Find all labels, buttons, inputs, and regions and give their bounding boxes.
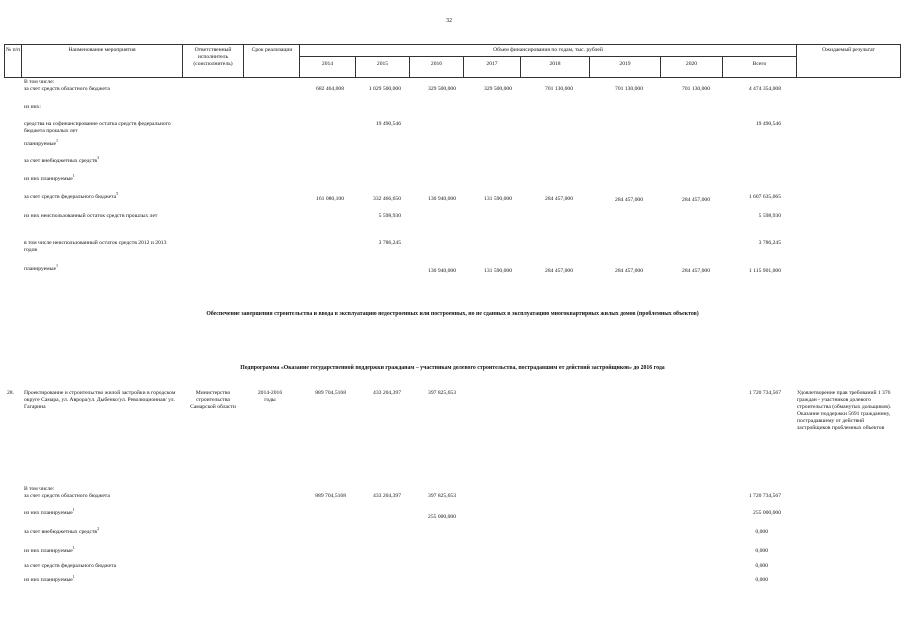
row-label: в том числе неиспользованный остаток средств 2012 и 2013 годов	[24, 240, 167, 253]
cell-value: 0,000	[755, 577, 768, 583]
cell-value: 255 000,000	[753, 510, 781, 516]
section-title: Обеспечение завершения строительства и ввода в эксплуатацию недостроенных или построенных, но не сданных в эксплуатацию многоквартирных жилых домов (проблемных объектов)	[206, 311, 699, 317]
cell-value: 332 466,650	[373, 196, 401, 202]
row-label	[24, 173, 75, 183]
col-header-year: 2015	[376, 61, 389, 67]
col-header-result: Ожидаемый результат	[822, 47, 875, 53]
cell-value: 0,000	[755, 548, 768, 554]
row-label	[24, 191, 119, 201]
row-label	[24, 574, 75, 584]
cell-value: 433 204,397	[373, 390, 401, 396]
row-label-text: за счет средств федерального бюджета	[24, 194, 117, 200]
cell-value: 397 825,653	[428, 390, 456, 396]
cell-value: 1 720 734,567	[748, 390, 781, 396]
row-label	[24, 545, 75, 555]
cell-value: 131 590,000	[484, 268, 512, 274]
row-label: за счет средств федерального бюджета	[24, 563, 117, 569]
footnote-marker: 1	[72, 173, 75, 179]
cell-value: 19 490,546	[755, 121, 781, 127]
row-label	[24, 507, 75, 517]
cell-value: 0,000	[755, 563, 768, 569]
cell-value: 161 080,100	[316, 196, 344, 202]
cell-value: 889 704,5168	[315, 493, 346, 499]
header-divider	[182, 44, 183, 78]
cell-value: 701 130,000	[615, 86, 643, 92]
expected-result: Удовлетворение прав требований 1 376 граждан - участников долевого строительства (обманутых дольщиков). Оказание поддержки 5691 гражданину, пострадавшему от действий застройщиков проблемных объектов	[797, 390, 892, 431]
row-label-text: из них планируемые	[24, 176, 73, 182]
cell-value: 1 029 500,000	[368, 86, 401, 92]
row-label	[24, 155, 100, 165]
cell-value: 284 457,000	[545, 196, 573, 202]
cell-value: 130 940,000	[428, 196, 456, 202]
cell-value: 0,000	[755, 529, 768, 535]
cell-value: 255 000,000	[428, 514, 456, 520]
row-label: из них:	[24, 104, 41, 110]
row-label: В том числе:	[24, 486, 55, 492]
subprogram-title: Подпрограмма «Оказание государственной поддержки гражданам – участникам долевого строительства, пострадавшим от действий застройщиков» до 2016 года	[240, 365, 665, 371]
item-executor: Министерство строительства Самарской области	[190, 390, 236, 410]
col-header-year: 2018	[549, 61, 561, 67]
footnote-marker: 1	[55, 138, 58, 144]
col-header-number: № п/п	[5, 47, 21, 53]
cell-value: 284 457,000	[615, 197, 643, 203]
row-label: за счет средств областного бюджета	[24, 493, 110, 499]
header-bottom-border	[4, 77, 901, 78]
cell-value: 3 786,245	[378, 240, 401, 246]
col-header-total: Всего	[752, 61, 767, 67]
row-label	[24, 263, 58, 273]
col-header-name: Наименование мероприятия	[68, 47, 136, 53]
cell-value: 889 704,5168	[315, 390, 346, 396]
cell-value: 131 590,000	[484, 196, 512, 202]
col-header-term: Срок реализации	[251, 47, 293, 53]
item-number: 28.	[7, 390, 14, 396]
row-label-text: планируемые	[24, 141, 56, 147]
footnote-marker: 1	[72, 574, 75, 580]
cell-value: 5 598,930	[378, 213, 401, 219]
cell-value: 701 130,000	[545, 86, 573, 92]
col-header-year: 2020	[685, 61, 698, 67]
row-label-text: из них планируемые	[24, 577, 73, 583]
cell-value: 1 115 901,000	[749, 268, 781, 274]
row-label: В том числе:	[24, 79, 55, 85]
cell-value: 3 786,245	[758, 240, 781, 246]
row-label-text: из них планируемые	[24, 548, 73, 554]
row-label: средства на софинансирование остатка средств федерального бюджета прошлых лет	[24, 121, 171, 134]
col-header-year: 2019	[619, 61, 631, 67]
row-label: за счет средств областного бюджета	[24, 86, 110, 92]
cell-value: 284 457,000	[545, 268, 573, 274]
cell-value: 284 457,000	[682, 268, 710, 274]
cell-value: 1 720 734,567	[748, 493, 781, 499]
cell-value: 284 457,000	[682, 197, 710, 203]
col-header-executor: Ответственный исполнитель (соисполнитель)	[193, 47, 233, 67]
row-label-text: за счет внебюджетных средств	[24, 529, 98, 535]
col-header-year: 2017	[486, 61, 498, 67]
cell-value: 1 607 635,065	[748, 194, 781, 200]
cell-value: 682 464,008	[316, 86, 344, 92]
cell-value: 329 500,000	[428, 86, 456, 92]
footnote-marker: 1	[72, 507, 75, 513]
cell-value: 284 457,000	[615, 268, 643, 274]
header-divider	[900, 44, 901, 78]
footnote-marker: 5	[116, 191, 119, 197]
cell-value: 130 940,000	[428, 268, 456, 274]
col-header-year: 2014	[321, 61, 334, 67]
row-label-text: за счет внебюджетных средств	[24, 158, 98, 164]
header-divider	[243, 44, 244, 78]
cell-value: 4 474 354,008	[748, 86, 781, 92]
footnote-marker: 1	[72, 545, 75, 551]
cell-value: 701 130,000	[682, 86, 710, 92]
cell-value: 5 598,930	[758, 213, 781, 219]
table-top-border	[4, 44, 901, 45]
page-number: 32	[446, 18, 452, 24]
row-label	[24, 526, 100, 536]
row-label	[24, 138, 58, 148]
footnote-marker: 1	[55, 263, 58, 269]
cell-value: 433 204,397	[373, 493, 401, 499]
row-label-text: планируемые	[24, 266, 56, 272]
col-header-year: 2016	[430, 61, 443, 67]
row-label-text: из них планируемые	[24, 510, 73, 516]
cell-value: 397 825,653	[428, 493, 456, 499]
item-term: 2014-2016 годы	[257, 390, 283, 403]
cell-value: 19 490,546	[375, 121, 401, 127]
footnote-marker: 3	[97, 155, 100, 161]
col-header-funding: Объем финансирования по годам, тыс. рублей	[493, 47, 603, 53]
row-label: из них неиспользованный остаток средств прошлых лет	[24, 213, 158, 219]
cell-value: 329 500,000	[484, 86, 512, 92]
footnote-marker: 2	[97, 526, 100, 532]
item-name: Проектирование и строительство жилой застройки в городском округе Самара, ул. Аврора/ул. Дыбенко/ул. Революционная/ ул. Гагарина	[24, 390, 176, 410]
